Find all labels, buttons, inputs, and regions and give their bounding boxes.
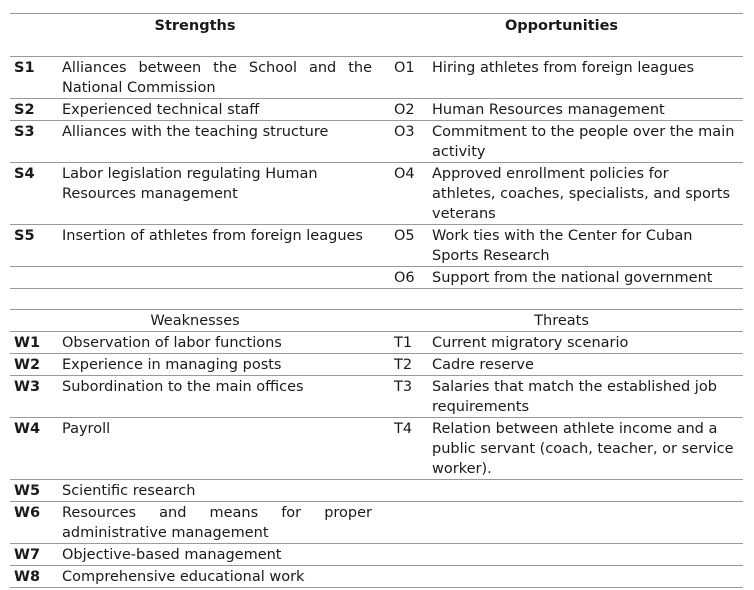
threat-code: T3 — [380, 376, 432, 418]
table-row — [10, 544, 743, 566]
table-row — [10, 99, 743, 121]
opportunity-text: Hiring athletes from foreign leagues — [432, 57, 743, 99]
opportunity-text: Support from the national government — [432, 267, 743, 289]
weakness-text: Resources and means for proper administrative management — [62, 502, 380, 544]
threat-code — [380, 544, 432, 566]
header-row — [10, 14, 743, 57]
strength-code: S3 — [10, 121, 62, 163]
spacer-row — [10, 289, 743, 310]
threat-code — [380, 502, 432, 544]
weakness-code: W5 — [10, 480, 62, 502]
threat-code: T4 — [380, 418, 432, 480]
threat-code — [380, 480, 432, 502]
opportunity-text: Human Resources management — [432, 99, 743, 121]
strength-text: Alliances between the School and the National Commission — [62, 57, 380, 99]
strength-code: S2 — [10, 99, 62, 121]
strengths-header: Strengths — [10, 14, 380, 57]
opportunity-code: O1 — [380, 57, 432, 99]
strength-text: Alliances with the teaching structure — [62, 121, 380, 163]
opportunity-code: O5 — [380, 225, 432, 267]
threat-text: Salaries that match the established job requirements — [432, 376, 743, 418]
threat-text: Cadre reserve — [432, 354, 743, 376]
weakness-code: W3 — [10, 376, 62, 418]
weakness-text: Scientific research — [62, 480, 380, 502]
threat-text: Current migratory scenario — [432, 332, 743, 354]
weakness-text: Observation of labor functions — [62, 332, 380, 354]
table-row — [10, 57, 743, 99]
strength-text — [62, 267, 380, 289]
weakness-code: W7 — [10, 544, 62, 566]
strength-code — [10, 267, 62, 289]
subheader-row — [10, 310, 743, 332]
opportunity-text: Approved enrollment policies for athletes, coaches, specialists, and sports veterans — [432, 163, 743, 225]
weakness-text: Objective-based management — [62, 544, 380, 566]
table-row — [10, 502, 743, 544]
opportunity-code: O6 — [380, 267, 432, 289]
threats-header: Threats — [380, 310, 743, 332]
table-row — [10, 225, 743, 267]
weakness-code: W1 — [10, 332, 62, 354]
swot-table — [10, 13, 743, 588]
weakness-code: W2 — [10, 354, 62, 376]
weaknesses-header: Weaknesses — [10, 310, 380, 332]
weakness-code: W8 — [10, 566, 62, 588]
threat-text — [432, 480, 743, 502]
threat-code — [380, 566, 432, 588]
weakness-text: Payroll — [62, 418, 380, 480]
strength-text: Insertion of athletes from foreign leagues — [62, 225, 380, 267]
table-row — [10, 121, 743, 163]
weakness-text: Subordination to the main offices — [62, 376, 380, 418]
strength-code: S4 — [10, 163, 62, 225]
table-row — [10, 418, 743, 480]
table-row — [10, 354, 743, 376]
threat-text — [432, 502, 743, 544]
threat-code: T1 — [380, 332, 432, 354]
weakness-text: Comprehensive educational work — [62, 566, 380, 588]
table-row — [10, 163, 743, 225]
opportunity-text: Commitment to the people over the main activity — [432, 121, 743, 163]
weakness-code: W4 — [10, 418, 62, 480]
opportunity-code: O4 — [380, 163, 432, 225]
opportunity-text: Work ties with the Center for Cuban Sports Research — [432, 225, 743, 267]
strength-code: S5 — [10, 225, 62, 267]
strength-text: Labor legislation regulating Human Resources management — [62, 163, 380, 225]
table-row — [10, 267, 743, 289]
opportunities-header: Opportunities — [380, 14, 743, 57]
threat-code: T2 — [380, 354, 432, 376]
threat-text: Relation between athlete income and a public servant (coach, teacher, or service worker). — [432, 418, 743, 480]
threat-text — [432, 544, 743, 566]
table-row — [10, 480, 743, 502]
strength-text: Experienced technical staff — [62, 99, 380, 121]
opportunity-code: O3 — [380, 121, 432, 163]
table-row — [10, 566, 743, 588]
weakness-text: Experience in managing posts — [62, 354, 380, 376]
table-row — [10, 332, 743, 354]
strength-code: S1 — [10, 57, 62, 99]
swot-table-container — [10, 13, 743, 588]
opportunity-code: O2 — [380, 99, 432, 121]
table-row — [10, 376, 743, 418]
weakness-code: W6 — [10, 502, 62, 544]
threat-text — [432, 566, 743, 588]
